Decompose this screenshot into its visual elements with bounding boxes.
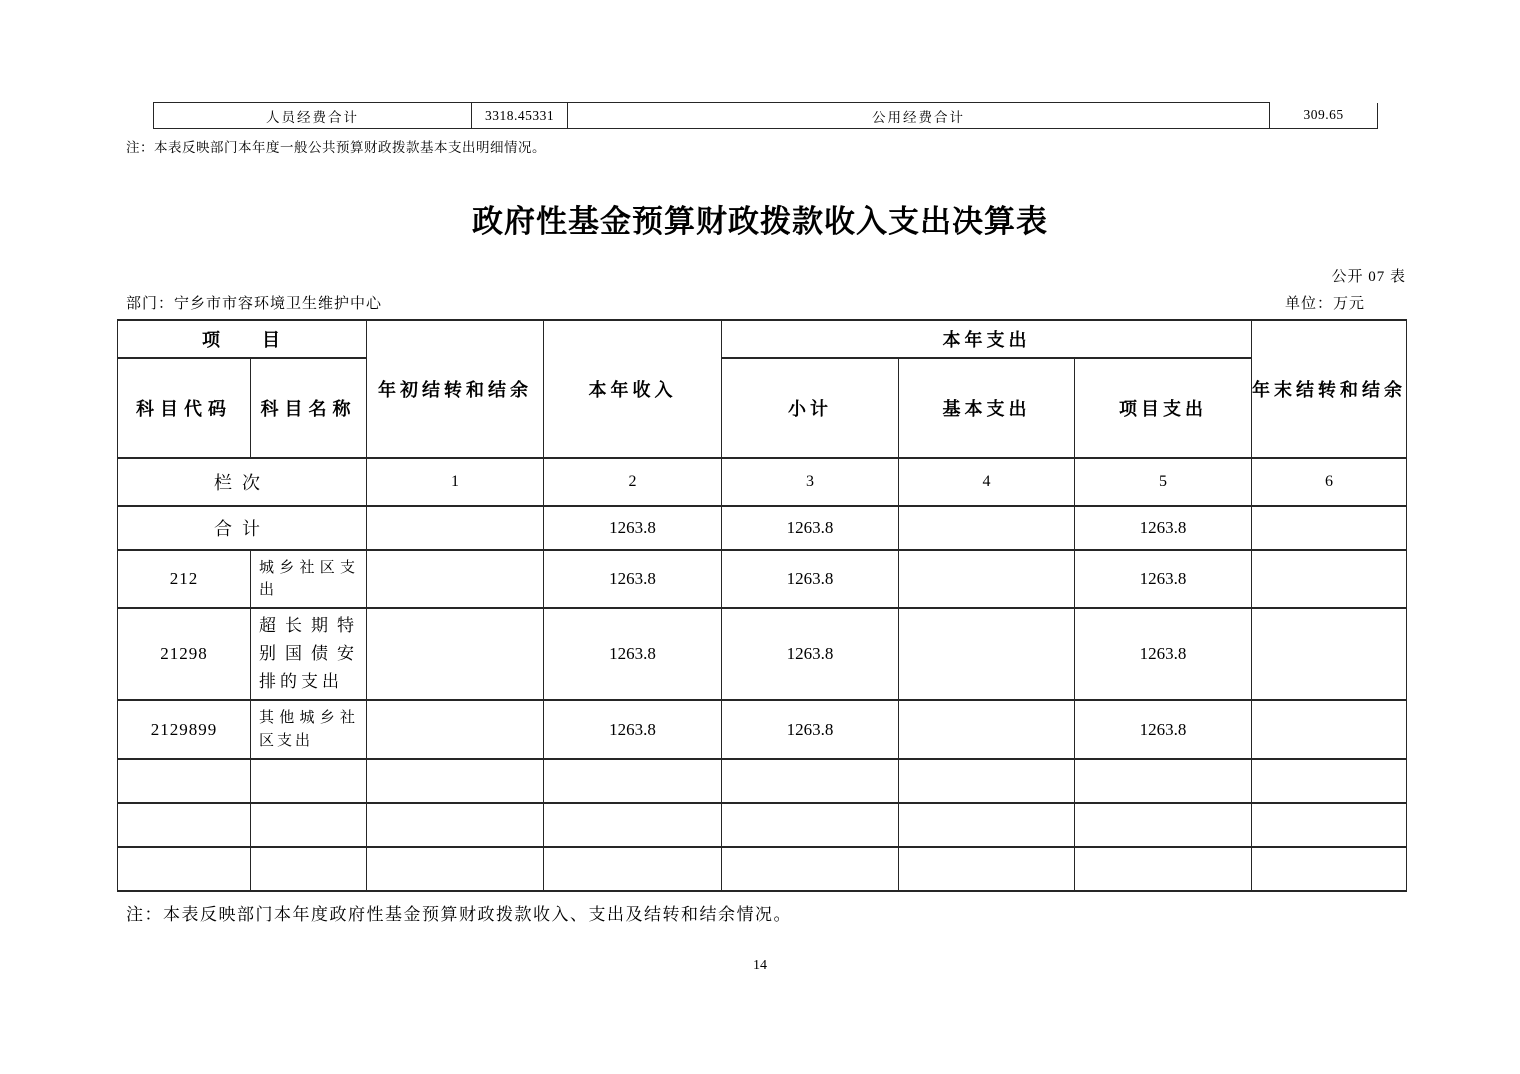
header-ending-balance: 年末结转和结余 [1252, 320, 1407, 458]
value-cell [544, 803, 722, 847]
header-current-year-income: 本年收入 [544, 320, 722, 458]
header-basic-expenditure: 基本支出 [899, 358, 1075, 458]
value-cell [1252, 550, 1407, 608]
subject-name-cell: 城乡社区支出 [251, 550, 367, 608]
previous-table-fragment [153, 102, 1378, 129]
header-row-1 [118, 320, 1407, 358]
column-index-cell: 2 [544, 458, 722, 506]
value-cell [1252, 700, 1407, 759]
value-cell [1252, 803, 1407, 847]
value-cell [1075, 803, 1252, 847]
value-cell [899, 847, 1075, 891]
public-table-number: 公开 07 表 [1331, 269, 1406, 285]
value-cell: 1263.8 [1075, 550, 1252, 608]
value-cell [1252, 506, 1407, 550]
table-row [118, 803, 1407, 847]
value-cell [1075, 847, 1252, 891]
header-beginning-balance: 年初结转和结余 [367, 320, 544, 458]
page-title: 政府性基金预算财政拨款收入支出决算表 [472, 204, 1048, 239]
subject-code-cell [118, 847, 251, 891]
value-cell [722, 759, 899, 803]
value-cell: 1263.8 [1075, 700, 1252, 759]
value-cell [1252, 847, 1407, 891]
subject-name-cell [251, 759, 367, 803]
public-funds-value-cell: 309.65 [1270, 103, 1378, 129]
value-cell: 1263.8 [1075, 608, 1252, 700]
value-cell: 1263.8 [544, 608, 722, 700]
header-project: 项 目 [118, 320, 367, 358]
header-subject-code: 科目代码 [118, 358, 251, 458]
value-cell [367, 759, 544, 803]
fund-budget-table [117, 319, 1407, 892]
value-cell: 1263.8 [1075, 506, 1252, 550]
subject-name-cell: 超长期特别国债安排的支出 [251, 608, 367, 700]
header-row-2 [118, 358, 1407, 458]
column-index-cell: 6 [1252, 458, 1407, 506]
column-index-label: 栏次 [118, 458, 367, 506]
column-index-cell: 4 [899, 458, 1075, 506]
table-row [154, 103, 1378, 129]
value-cell [899, 608, 1075, 700]
table-row [118, 759, 1407, 803]
header-current-year-expenditure: 本年支出 [722, 320, 1252, 358]
column-index-cell: 5 [1075, 458, 1252, 506]
value-cell [544, 759, 722, 803]
total-row [118, 506, 1407, 550]
table-row [118, 608, 1407, 700]
public-funds-label-cell: 公用经费合计 [568, 103, 1270, 129]
value-cell: 1263.8 [722, 700, 899, 759]
value-cell [899, 550, 1075, 608]
subject-code-cell: 21298 [118, 608, 251, 700]
total-label: 合计 [118, 506, 367, 550]
personnel-total-value-cell: 3318.45331 [472, 103, 568, 129]
page-number: 14 [753, 958, 767, 973]
table-note: 注：本表反映部门本年度政府性基金预算财政拨款收入、支出及结转和结余情况。 [126, 905, 792, 924]
header-project-expenditure: 项目支出 [1075, 358, 1252, 458]
subject-code-cell [118, 803, 251, 847]
value-cell: 1263.8 [722, 550, 899, 608]
value-cell [367, 847, 544, 891]
value-cell [1252, 759, 1407, 803]
subject-name-cell [251, 803, 367, 847]
value-cell: 1263.8 [722, 608, 899, 700]
value-cell [367, 700, 544, 759]
value-cell [899, 803, 1075, 847]
value-cell [367, 550, 544, 608]
value-cell [722, 847, 899, 891]
value-cell [367, 803, 544, 847]
value-cell [1075, 759, 1252, 803]
value-cell: 1263.8 [544, 700, 722, 759]
value-cell [367, 608, 544, 700]
value-cell [1252, 608, 1407, 700]
column-index-cell: 3 [722, 458, 899, 506]
table-row [118, 700, 1407, 759]
subject-name-cell [251, 847, 367, 891]
department-line: 部门：宁乡市市容环境卫生维护中心 [126, 296, 383, 312]
table-row [118, 550, 1407, 608]
subject-name-cell: 其他城乡社区支出 [251, 700, 367, 759]
column-index-row [118, 458, 1407, 506]
value-cell: 1263.8 [722, 506, 899, 550]
subject-code-cell: 2129899 [118, 700, 251, 759]
previous-table-note: 注：本表反映部门本年度一般公共预算财政拨款基本支出明细情况。 [126, 140, 546, 155]
value-cell [544, 847, 722, 891]
value-cell [722, 803, 899, 847]
subject-code-cell: 212 [118, 550, 251, 608]
subject-code-cell [118, 759, 251, 803]
header-subject-name: 科目名称 [251, 358, 367, 458]
value-cell: 1263.8 [544, 550, 722, 608]
unit-line: 单位：万元 [1284, 296, 1365, 312]
value-cell [899, 506, 1075, 550]
personnel-total-label-cell: 人员经费合计 [154, 103, 472, 129]
value-cell [367, 506, 544, 550]
table-row [118, 847, 1407, 891]
header-subtotal: 小计 [722, 358, 899, 458]
value-cell [899, 759, 1075, 803]
value-cell: 1263.8 [544, 506, 722, 550]
column-index-cell: 1 [367, 458, 544, 506]
value-cell [899, 700, 1075, 759]
